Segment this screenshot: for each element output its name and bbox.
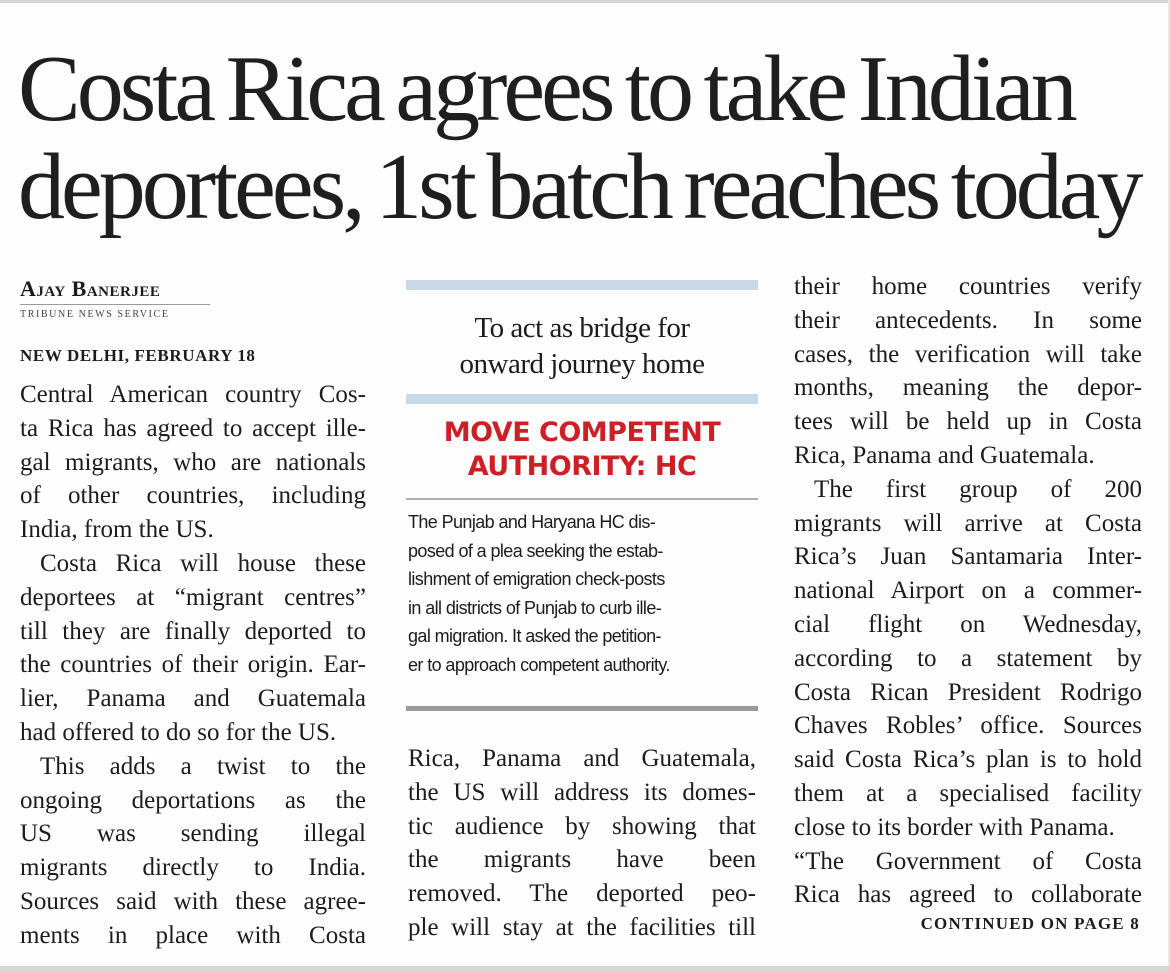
col3-line: migrants will arrive at Costa — [794, 509, 1142, 537]
col3-line: their home countries verify — [794, 273, 1142, 300]
sidebar-line: er to approach competent authority. — [408, 654, 670, 675]
col2-line: the migrants have been — [408, 846, 756, 874]
col3-line: Costa Rican President Rodrigo — [794, 678, 1142, 706]
pull-quote-box — [406, 280, 758, 404]
pull-quote-bottom-bar — [406, 394, 758, 404]
col1-line: ments in place with Costa — [20, 921, 366, 949]
col3-line: months, meaning the depor- — [794, 374, 1142, 402]
col3-line: them at a specialised facility — [794, 779, 1142, 807]
col3-line: cases, the verification will take — [794, 340, 1142, 368]
column-3 — [794, 270, 1142, 912]
col1-line: gal migrants, who are nationals — [20, 448, 366, 476]
col1-line: migrants directly to India. — [20, 854, 366, 882]
sidebar-bottom-rule — [406, 706, 758, 711]
pull-quote-top-bar — [406, 280, 758, 290]
col1-line: Costa Rica will house these — [40, 549, 366, 577]
column-2 — [408, 742, 756, 945]
headline-line-1: Costa Rica agrees to take Indian — [18, 37, 1074, 141]
byline — [20, 276, 210, 322]
col3-line: their antecedents. In some — [794, 306, 1142, 334]
sidebar-line: gal migration. It asked the petition- — [408, 626, 661, 646]
col1-line: US was sending illegal — [20, 820, 366, 848]
col2-line: Rica, Panama and Guatemala, — [408, 745, 756, 772]
headline-line-2: deportees, 1st batch reaches today — [18, 135, 1140, 239]
col3-line: Rica, Panama and Guatemala. — [794, 441, 1095, 469]
col3-line: Chaves Robles’ office. Sources — [794, 712, 1142, 740]
col1-line: This adds a twist to the — [40, 752, 366, 780]
column-1 — [20, 378, 366, 953]
byline-author: Ajay Banerjee — [20, 276, 161, 301]
col3-line: said Costa Rica’s plan is to hold — [794, 746, 1142, 774]
col3-line: close to its border with Panama. — [794, 813, 1115, 841]
continued-on-page: CONTINUED ON PAGE 8 — [920, 914, 1140, 933]
col3-line: Rica has agreed to collaborate — [794, 881, 1142, 909]
sidebar-line: in all districts of Punjab to curb ille- — [408, 597, 662, 618]
pull-quote-line-1: To act as bridge for — [474, 312, 690, 344]
col2-line: tic audience by showing that — [408, 812, 756, 840]
dateline: NEW DELHI, FEBRUARY 18 — [20, 346, 256, 365]
bottom-rule — [0, 966, 1170, 972]
col3-line: tees will be held up in Costa — [794, 408, 1142, 436]
col1-line: ongoing deportations as the — [20, 786, 366, 814]
col1-line: Central American country Cos- — [20, 381, 366, 408]
col1-line: deportees at “migrant centres” — [20, 583, 366, 611]
col3-line: Rica’s Juan Santamaria Inter- — [794, 543, 1142, 571]
col3-line: “The Government of Costa — [794, 847, 1142, 875]
sidebar-headline-line-2: AUTHORITY: HC — [467, 451, 697, 482]
col1-line: the countries of their origin. Ear- — [20, 651, 366, 679]
col2-line: removed. The deported peo- — [408, 880, 756, 908]
col1-line: Sources said with these agree- — [20, 887, 366, 915]
headline — [18, 37, 1158, 239]
pull-quote — [406, 290, 758, 394]
sidebar-body — [408, 508, 754, 679]
col1-line: till they are finally deported to — [20, 617, 366, 645]
col3-line: national Airport on a commer- — [794, 577, 1142, 605]
sidebar-line: posed of a plea seeking the estab- — [408, 540, 663, 561]
col3-line: cial flight on Wednesday, — [794, 610, 1142, 638]
sidebar-headline — [406, 416, 758, 484]
top-rule — [0, 0, 1170, 3]
col1-line: lier, Panama and Guatemala — [20, 685, 366, 713]
sidebar-line: The Punjab and Haryana HC dis- — [408, 512, 656, 532]
col2-line: the US will address its domes- — [408, 778, 756, 806]
col3-line: according to a statement by — [794, 644, 1142, 672]
col1-line: India, from the US. — [20, 516, 214, 544]
col1-line: ta Rica has agreed to accept ille- — [20, 414, 366, 442]
byline-service: TRIBUNE NEWS SERVICE — [20, 309, 170, 320]
col1-line: had offered to do so for the US. — [20, 718, 337, 746]
byline-divider — [20, 304, 210, 305]
sidebar-line: lishment of emigration check-posts — [408, 569, 665, 589]
sidebar-headline-line-1: MOVE COMPETENT — [443, 417, 721, 448]
sidebar-rule — [406, 498, 758, 500]
col1-line: of other countries, including — [20, 482, 366, 510]
col2-line: ple will stay at the facilities till — [408, 913, 756, 941]
col3-line: The first group of 200 — [814, 475, 1142, 503]
pull-quote-line-2: onward journey home — [459, 348, 705, 380]
